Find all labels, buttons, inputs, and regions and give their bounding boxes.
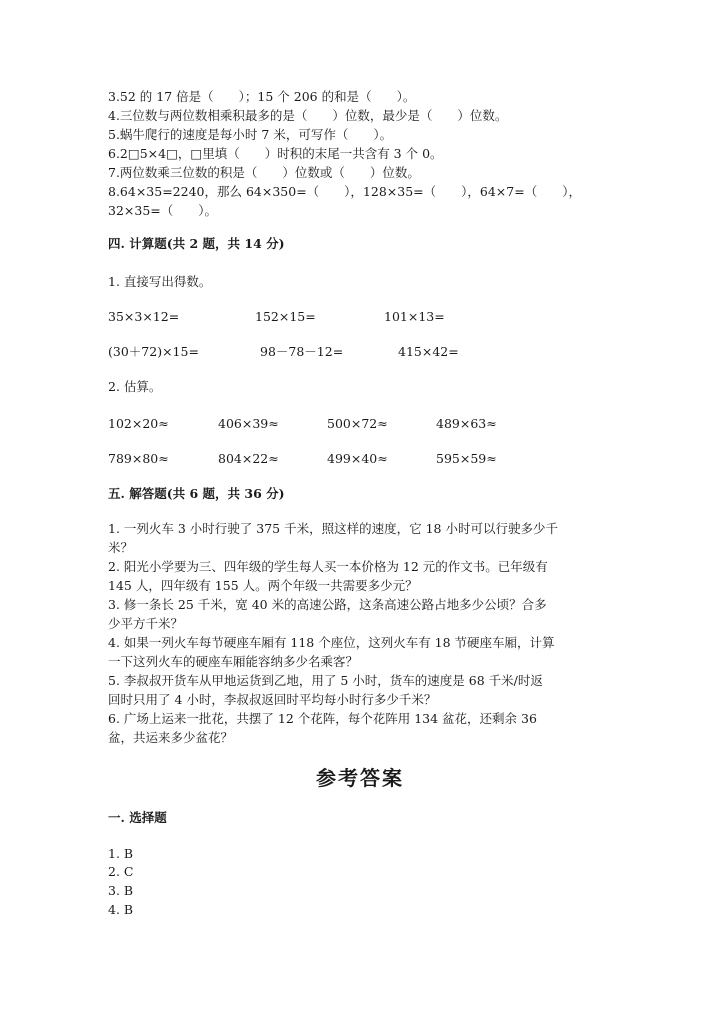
estimate-item: 102×20≈ — [108, 416, 169, 431]
calc-item: (30＋72)×15= — [108, 344, 199, 359]
answer-item: 2. C — [108, 864, 134, 879]
problem-line: 米？ — [108, 540, 134, 555]
problem-line: 1. 一列火车 3 小时行驶了 375 千米，照这样的速度，它 18 小时可以行驶多少千 — [108, 521, 558, 536]
fill-in-line: 7.两位数乘三位数的积是（ ）位数或（ ）位数。 — [108, 165, 420, 180]
problem-line: 145 人，四年级有 155 人。两个年级一共需要多少元？ — [108, 578, 418, 593]
answer-item: 1. B — [108, 846, 134, 861]
answer-key-title: 参考答案 — [316, 766, 404, 790]
calc-item: 101×13= — [384, 309, 445, 324]
problem-line: 一下这列火车的硬座车厢能容纳多少名乘客？ — [108, 654, 359, 669]
problem-line: 4. 如果一列火车每节硬座车厢有 118 个座位，这列火车有 18 节硬座车厢，计算 — [108, 635, 555, 650]
calc-item: 35×3×12= — [108, 309, 180, 324]
fill-in-line: 3.52 的 17 倍是（ ）；15 个 206 的和是（ ）。 — [108, 89, 416, 104]
estimate-item: 789×80≈ — [108, 451, 169, 466]
estimate-item: 500×72≈ — [327, 416, 388, 431]
problem-line: 5. 李叔叔开货车从甲地运货到乙地，用了 5 小时，货车的速度是 68 千米/时返 — [108, 673, 543, 688]
calc-item: 152×15= — [255, 309, 316, 324]
answer-item: 4. B — [108, 902, 134, 917]
fill-in-line: 8.64×35=2240，那么 64×350=（ ），128×35=（ ），64×7=（ ）， — [108, 184, 581, 199]
problem-line: 盆，共运来多少盆花？ — [108, 730, 234, 745]
estimate-item: 406×39≈ — [218, 416, 279, 431]
problem-line: 少平方千米？ — [108, 616, 184, 631]
answer-item: 3. B — [108, 883, 134, 898]
section-heading: 五. 解答题(共 6 题，共 36 分) — [108, 486, 285, 501]
problem-line: 3. 修一条长 25 千米，宽 40 米的高速公路，这条高速公路占地多少公顷？合多 — [108, 597, 547, 612]
fill-in-line: 4.三位数与两位数相乘积最多的是（ ）位数，最少是（ ）位数。 — [108, 108, 508, 123]
calc-item: 98－78－12= — [260, 344, 344, 359]
estimate-item: 489×63≈ — [436, 416, 497, 431]
question-label: 1. 直接写出得数。 — [108, 274, 212, 289]
calc-item: 415×42= — [398, 344, 459, 359]
fill-in-line: 6.2□5×4□，□里填（ ）时积的末尾一共含有 3 个 0。 — [108, 146, 443, 161]
fill-in-line: 32×35=（ ）。 — [108, 203, 218, 218]
estimate-item: 499×40≈ — [327, 451, 388, 466]
question-label: 2. 估算。 — [108, 379, 162, 394]
problem-line: 回时只用了 4 小时，李叔叔返回时平均每小时行多少千米？ — [108, 692, 437, 707]
answer-section-heading: 一. 选择题 — [108, 810, 167, 825]
problem-line: 6. 广场上运来一批花，共摆了 12 个花阵，每个花阵用 134 盆花，还剩余 36 — [108, 711, 537, 726]
section-heading: 四. 计算题(共 2 题，共 14 分) — [108, 236, 285, 251]
estimate-item: 804×22≈ — [218, 451, 279, 466]
estimate-item: 595×59≈ — [436, 451, 497, 466]
problem-line: 2. 阳光小学要为三、四年级的学生每人买一本价格为 12 元的作文书。已年级有 — [108, 559, 548, 574]
fill-in-line: 5.蜗牛爬行的速度是每小时 7 米，可写作（ ）。 — [108, 127, 393, 142]
